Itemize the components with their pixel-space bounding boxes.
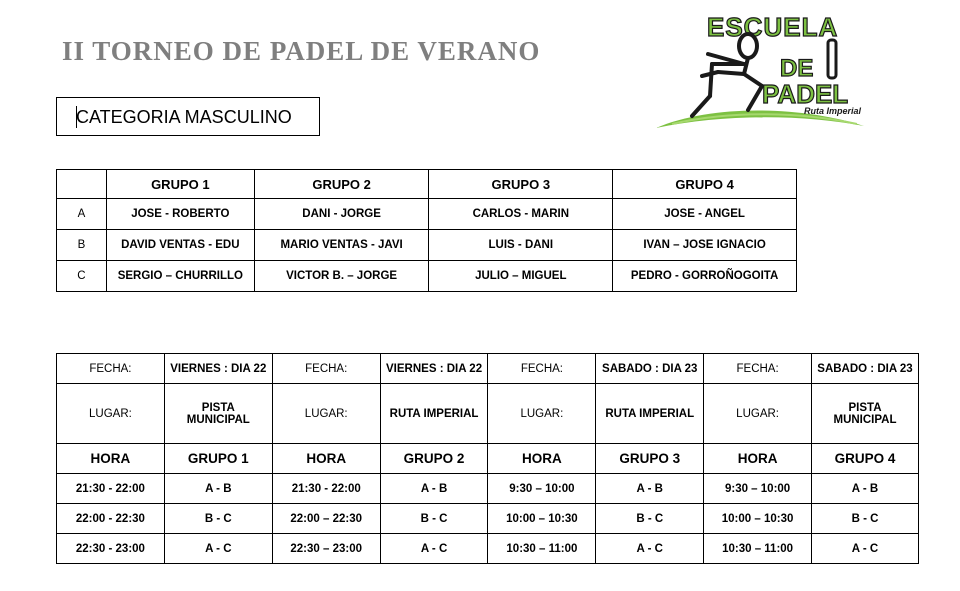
match-cell: A - B bbox=[596, 474, 704, 504]
hora-cell: 21:30 - 22:00 bbox=[272, 474, 380, 504]
logo-line2: DE bbox=[780, 55, 814, 82]
hora-header: HORA bbox=[704, 444, 812, 474]
hora-header: HORA bbox=[272, 444, 380, 474]
table-row bbox=[57, 199, 797, 230]
hora-cell: 22:30 - 23:00 bbox=[57, 534, 165, 564]
match-cell: B - C bbox=[812, 504, 919, 534]
hora-cell: 10:00 – 10:30 bbox=[704, 504, 812, 534]
lugar-label: LUGAR: bbox=[272, 384, 380, 444]
hora-cell: 22:30 – 23:00 bbox=[272, 534, 380, 564]
fecha-value: VIERNES : DIA 22 bbox=[164, 354, 272, 384]
pair-cell: IVAN – JOSE IGNACIO bbox=[613, 230, 797, 261]
hora-cell: 9:30 – 10:00 bbox=[488, 474, 596, 504]
match-cell: A - B bbox=[380, 474, 488, 504]
pair-cell: DANI - JORGE bbox=[254, 199, 429, 230]
hora-cell: 22:00 – 22:30 bbox=[272, 504, 380, 534]
fecha-value: SABADO : DIA 23 bbox=[596, 354, 704, 384]
match-cell: A - B bbox=[164, 474, 272, 504]
pair-cell: JULIO – MIGUEL bbox=[429, 261, 613, 292]
groups-table bbox=[56, 169, 797, 292]
lugar-value: PISTA MUNICIPAL bbox=[164, 384, 272, 444]
grupo-header: GRUPO 1 bbox=[164, 444, 272, 474]
grupo-header: GRUPO 2 bbox=[380, 444, 488, 474]
fecha-value: VIERNES : DIA 22 bbox=[380, 354, 488, 384]
fecha-label: FECHA: bbox=[57, 354, 165, 384]
groups-header-row bbox=[57, 170, 797, 199]
pair-cell: DAVID VENTAS - EDU bbox=[106, 230, 254, 261]
pair-cell: VICTOR B. – JORGE bbox=[254, 261, 429, 292]
escuela-de-padel-logo bbox=[652, 6, 872, 134]
table-row bbox=[57, 261, 797, 292]
logo-tagline: Ruta Imperial bbox=[804, 106, 862, 116]
row-label: C bbox=[57, 261, 107, 292]
category-label: CATEGORIA MASCULINO bbox=[76, 107, 292, 127]
page-title: II TORNEO DE PADEL DE VERANO bbox=[62, 36, 541, 66]
table-row bbox=[57, 534, 919, 564]
lugar-label: LUGAR: bbox=[704, 384, 812, 444]
header-cell: GRUPO 1 bbox=[106, 170, 254, 199]
grupo-header: GRUPO 4 bbox=[812, 444, 919, 474]
hora-cell: 10:30 – 11:00 bbox=[704, 534, 812, 564]
hora-cell: 10:00 – 10:30 bbox=[488, 504, 596, 534]
pair-cell: CARLOS - MARIN bbox=[429, 199, 613, 230]
lugar-label: LUGAR: bbox=[57, 384, 165, 444]
hora-cell: 9:30 – 10:00 bbox=[704, 474, 812, 504]
header-cell: GRUPO 3 bbox=[429, 170, 613, 199]
row-label: A bbox=[57, 199, 107, 230]
lugar-label: LUGAR: bbox=[488, 384, 596, 444]
fecha-row bbox=[57, 354, 919, 384]
pair-cell: JOSE - ANGEL bbox=[613, 199, 797, 230]
hora-cell: 21:30 - 22:00 bbox=[57, 474, 165, 504]
pair-cell: JOSE - ROBERTO bbox=[106, 199, 254, 230]
fecha-label: FECHA: bbox=[704, 354, 812, 384]
lugar-value: PISTA MUNICIPAL bbox=[812, 384, 919, 444]
match-cell: B - C bbox=[380, 504, 488, 534]
hora-header: HORA bbox=[488, 444, 596, 474]
lugar-value: RUTA IMPERIAL bbox=[596, 384, 704, 444]
grupo-header: GRUPO 3 bbox=[596, 444, 704, 474]
lugar-row bbox=[57, 384, 919, 444]
header-cell: GRUPO 4 bbox=[613, 170, 797, 199]
fecha-value: SABADO : DIA 23 bbox=[812, 354, 919, 384]
fecha-label: FECHA: bbox=[272, 354, 380, 384]
match-cell: A - C bbox=[596, 534, 704, 564]
logo-line3: PADEL bbox=[762, 79, 849, 109]
pair-cell: MARIO VENTAS - JAVI bbox=[254, 230, 429, 261]
table-row bbox=[57, 474, 919, 504]
match-cell: B - C bbox=[596, 504, 704, 534]
category-box[interactable] bbox=[56, 97, 320, 136]
schedule-table bbox=[56, 353, 919, 564]
header-cell: GRUPO 2 bbox=[254, 170, 429, 199]
match-cell: A - C bbox=[812, 534, 919, 564]
hora-header-row bbox=[57, 444, 919, 474]
pair-cell: LUIS - DANI bbox=[429, 230, 613, 261]
hora-header: HORA bbox=[57, 444, 165, 474]
table-row bbox=[57, 230, 797, 261]
match-cell: A - C bbox=[380, 534, 488, 564]
table-row bbox=[57, 504, 919, 534]
lugar-value: RUTA IMPERIAL bbox=[380, 384, 488, 444]
hora-cell: 10:30 – 11:00 bbox=[488, 534, 596, 564]
pair-cell: PEDRO - GORROÑOGOITA bbox=[613, 261, 797, 292]
fecha-label: FECHA: bbox=[488, 354, 596, 384]
header-cell bbox=[57, 170, 107, 199]
match-cell: B - C bbox=[164, 504, 272, 534]
row-label: B bbox=[57, 230, 107, 261]
match-cell: A - B bbox=[812, 474, 919, 504]
logo-line1: ESCUELA bbox=[707, 12, 839, 42]
match-cell: A - C bbox=[164, 534, 272, 564]
pair-cell: SERGIO – CHURRILLO bbox=[106, 261, 254, 292]
hora-cell: 22:00 - 22:30 bbox=[57, 504, 165, 534]
